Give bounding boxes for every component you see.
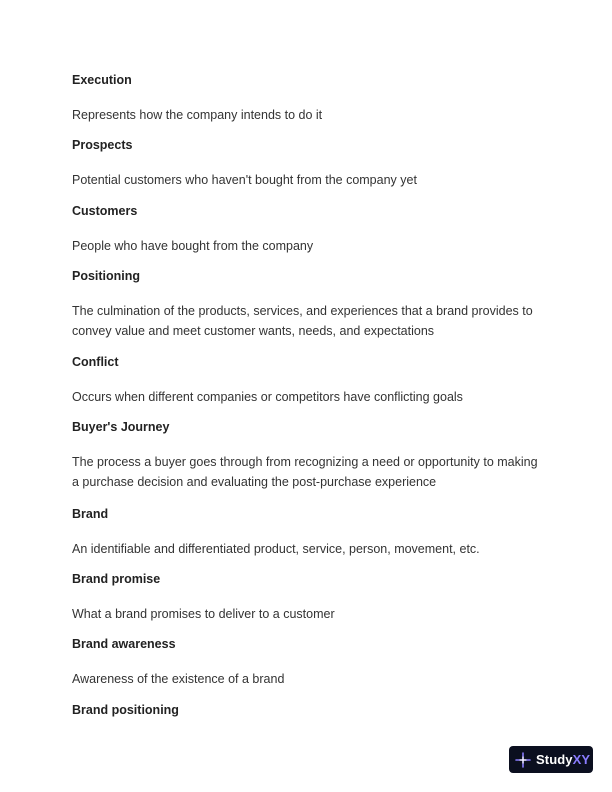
term-definition: The culmination of the products, services, and experiences that a brand provides to convey value and meet customer wants, needs, and expectations bbox=[72, 304, 533, 338]
term-definition: Occurs when different companies or competitors have conflicting goals bbox=[72, 390, 463, 404]
studyxy-logo-text: StudyXY bbox=[536, 752, 591, 767]
term-definition: An identifiable and differentiated product, service, person, movement, etc. bbox=[72, 542, 480, 556]
glossary-entry-brand-awareness bbox=[72, 636, 542, 689]
term-heading: Brand bbox=[72, 507, 109, 521]
term-heading: Buyer's Journey bbox=[72, 420, 170, 434]
glossary-entry-buyers-journey bbox=[72, 419, 542, 492]
term-heading: Prospects bbox=[72, 138, 133, 152]
term-definition: People who have bought from the company bbox=[72, 239, 314, 253]
glossary-entry-prospects bbox=[72, 137, 542, 190]
glossary-entry-positioning bbox=[72, 268, 542, 341]
term-heading: Execution bbox=[72, 73, 132, 87]
plus-sparkle-icon bbox=[515, 752, 531, 768]
term-heading: Conflict bbox=[72, 355, 119, 369]
glossary-entry-execution bbox=[72, 72, 542, 125]
term-definition: What a brand promises to deliver to a customer bbox=[72, 607, 335, 621]
studyxy-badge[interactable] bbox=[509, 746, 593, 773]
term-definition: Represents how the company intends to do it bbox=[72, 108, 323, 122]
term-heading: Brand awareness bbox=[72, 637, 176, 651]
term-heading: Customers bbox=[72, 204, 138, 218]
glossary-entry-conflict bbox=[72, 354, 542, 407]
glossary-entry-brand bbox=[72, 506, 542, 559]
term-definition: The process a buyer goes through from recognizing a need or opportunity to making a purchase decision and evaluating the post-purchase experience bbox=[72, 455, 538, 489]
glossary-entry-brand-positioning bbox=[72, 702, 542, 718]
glossary-entry-customers bbox=[72, 203, 542, 256]
term-heading: Brand positioning bbox=[72, 703, 179, 717]
term-definition: Awareness of the existence of a brand bbox=[72, 672, 285, 686]
glossary-entry-brand-promise bbox=[72, 571, 542, 624]
term-heading: Brand promise bbox=[72, 572, 161, 586]
term-heading: Positioning bbox=[72, 269, 141, 283]
term-definition: Potential customers who haven't bought from the company yet bbox=[72, 173, 417, 187]
